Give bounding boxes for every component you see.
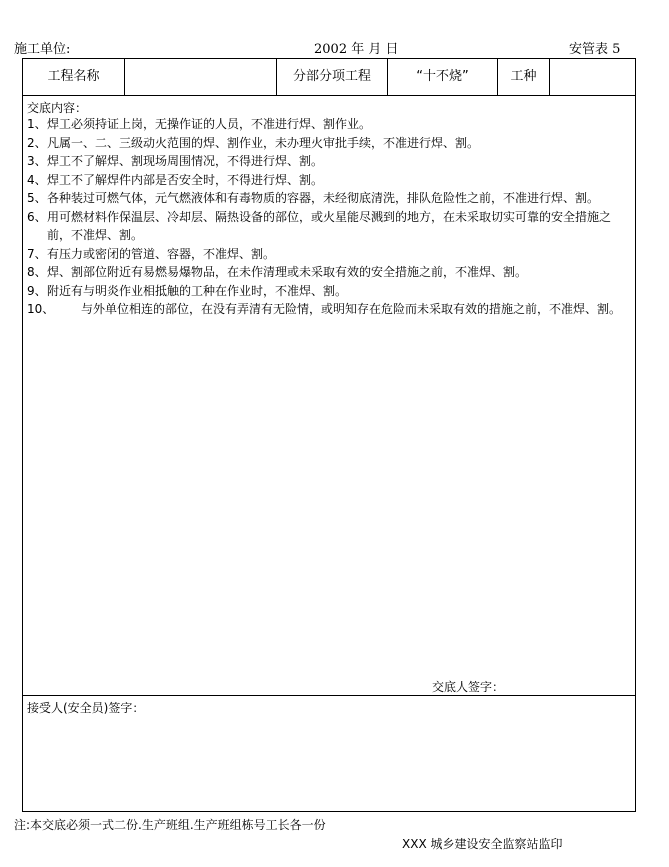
trade-label: 工种 xyxy=(498,59,550,95)
discloser-signature-label: 交底人签字： xyxy=(432,680,505,694)
disclosure-content xyxy=(23,96,635,696)
rule-item xyxy=(27,245,633,264)
subproject-label: 分部分项工程 xyxy=(277,59,388,95)
rule-text: 焊工必须持证上岗，无操作证的人员，不准进行焊、割作业。 xyxy=(47,117,372,131)
rule-text: 焊工不了解焊、割现场周围情况，不得进行焊、割。 xyxy=(47,154,324,168)
rule-number: 1、 xyxy=(27,117,47,131)
content-title: 交底内容： xyxy=(27,101,88,115)
rule-item xyxy=(27,263,633,282)
rule-number: 7、 xyxy=(27,246,47,261)
rule-text: 焊、割部位附近有易燃易爆物品，在未作清理或未采取有效的安全措施之前，不准焊、割。 xyxy=(47,265,528,279)
rule-item xyxy=(27,171,633,190)
rule-number: 5、 xyxy=(27,191,47,205)
footer-note: 注:本交底必须一式二份.生产班组.生产班组栋号工长各一份 xyxy=(14,818,326,832)
construction-unit-label: 施工单位: xyxy=(14,42,71,57)
rule-number: 3、 xyxy=(27,154,47,168)
form-header xyxy=(0,38,669,56)
rule-number: 6、 xyxy=(27,209,47,224)
rule-text: 用可燃材料作保温层、冷却层、隔热设备的部位，或火星能尽溅到的地方，在未采取切实可靠的安全措施之前，不准焊、割。 xyxy=(47,209,612,242)
disclosure-form xyxy=(22,58,636,812)
rule-item xyxy=(27,152,633,171)
rule-text: 附近有与明炎作业相抵触的工种在作业时，不准焊、割。 xyxy=(47,283,348,298)
rule-text: 各种装过可燃气体，元气燃液体和有毒物质的容器，未经彻底清洗，排队危险性之前，不准进行焊、割。 xyxy=(47,191,600,205)
rule-item xyxy=(27,134,633,153)
rule-number: 4、 xyxy=(27,172,47,187)
rule-text: 有压力或密闭的管道、容器，不准焊、割。 xyxy=(47,246,276,261)
rule-text: 与外单位相连的部位，在没有弄清有无险情，或明知存在危险而未采取有效的措施之前，不准焊、割。 xyxy=(81,302,622,316)
supervision-stamp: XXX 城乡建设安全监察站监印 xyxy=(402,837,563,851)
rule-number: 2、 xyxy=(27,135,47,150)
receiver-signature-label: 接受人(安全员)签字： xyxy=(27,701,145,715)
form-date: 2002 年 月 日 xyxy=(314,42,399,57)
rule-item xyxy=(27,300,633,319)
receiver-section[interactable] xyxy=(23,696,635,811)
trade-field[interactable] xyxy=(550,59,635,95)
project-name-label: 工程名称 xyxy=(23,59,125,95)
rule-text: 焊工不了解焊件内部是否安全时，不得进行焊、割。 xyxy=(47,172,324,187)
rule-item xyxy=(27,115,633,134)
rule-text: 凡属一、二、三级动火范围的焊、割作业，未办理火审批手续，不准进行焊、割。 xyxy=(47,135,480,150)
project-info-row xyxy=(23,59,635,96)
rule-item xyxy=(27,189,633,208)
project-name-field[interactable] xyxy=(125,59,277,95)
rule-number: 8、 xyxy=(27,265,47,279)
subproject-value: “十不烧” xyxy=(388,59,498,95)
rule-item xyxy=(27,282,633,301)
rule-number: 9、 xyxy=(27,283,47,298)
form-number: 安管表 5 xyxy=(569,42,621,57)
rule-list xyxy=(27,115,633,319)
rule-item xyxy=(27,208,633,245)
rule-number: 10、 xyxy=(27,302,55,316)
